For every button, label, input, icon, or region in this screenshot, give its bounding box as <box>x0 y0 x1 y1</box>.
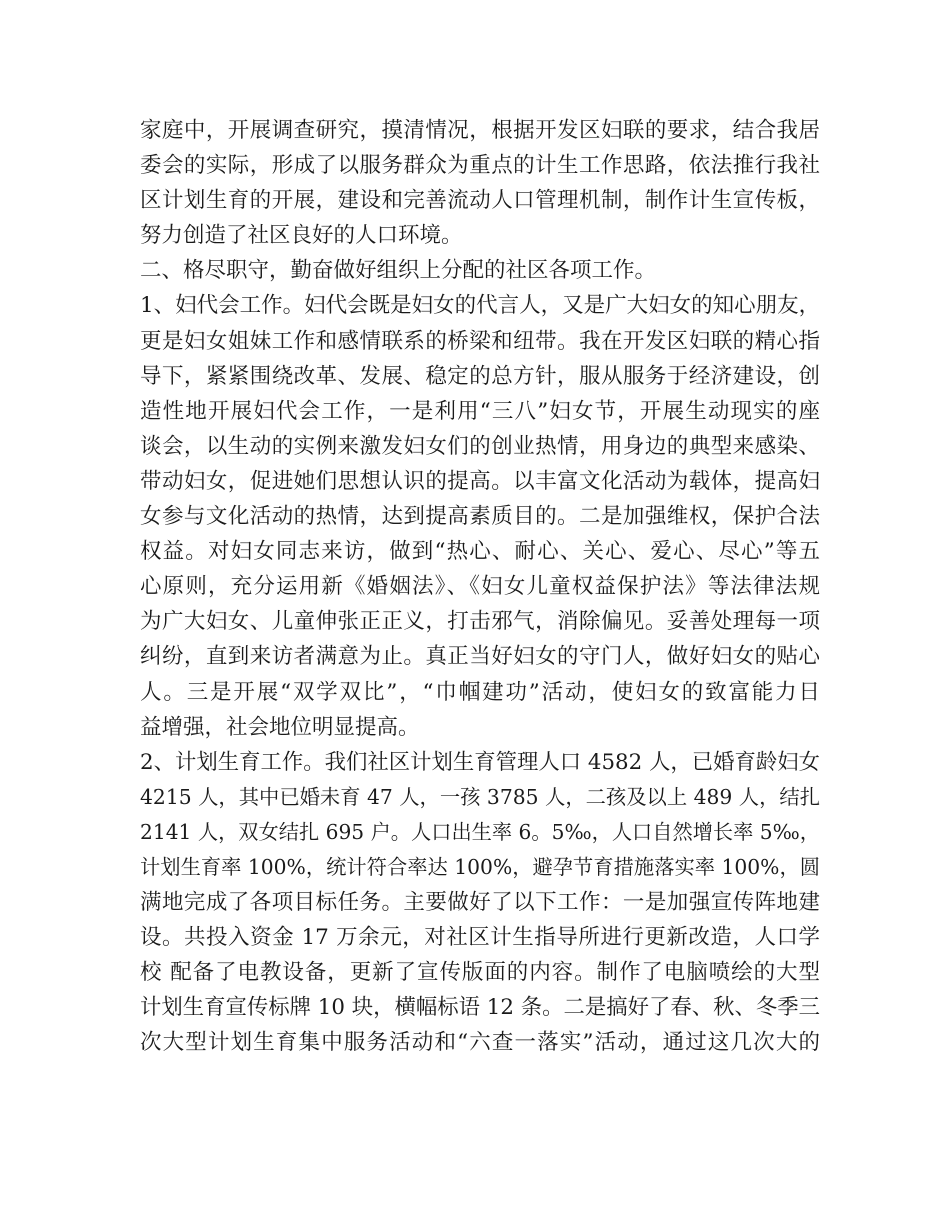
text-line: 益增强，社会地位明显提高。 <box>140 714 420 740</box>
text-line: 4215 人，其中已婚未育 47 人，一孩 3785 人，二孩及以上 489 人，结扎 <box>140 784 820 809</box>
text-line: 区计划生育的开展，建设和完善流动人口管理机制，制作计生宣传板， <box>140 188 820 214</box>
text-line: 满地完成了各项目标任务。主要做好了以下工作：一是加强宣传阵地建 <box>140 890 820 916</box>
text-line: 带动妇女，促进她们思想认识的提高。以丰富文化活动为载体，提高妇 <box>140 468 820 494</box>
text-line: 家庭中，开展调查研究，摸清情况，根据开发区妇联的要求，结合我居 <box>140 118 820 143</box>
text-line: 1、妇代会工作。妇代会既是妇女的代言人，又是广大妇女的知心朋友， <box>140 293 821 319</box>
text-line: 人。三是开展“双学双比”，“巾帼建功”活动，使妇女的致富能力日 <box>140 679 820 705</box>
text-line: 委会的实际，形成了以服务群众为重点的计生工作思路，依法推行我社 <box>140 153 820 179</box>
text-line: 女参与文化活动的热情，达到提高素质目的。二是加强维权，保护合法 <box>140 504 820 530</box>
text-line: 2、计划生育工作。我们社区计划生育管理人口 4582 人，已婚育龄妇女 <box>140 749 820 775</box>
text-line: 二、格尽职守，勤奋做好组织上分配的社区各项工作。 <box>140 258 657 284</box>
text-line: 谈会，以生动的实例来激发妇女们的创业热情，用身边的典型来感染、 <box>140 433 820 459</box>
text-line: 权益。对妇女同志来访，做到“热心、耐心、关心、爱心、尽心”等五 <box>140 539 820 565</box>
text-line: 次大型计划生育集中服务活动和“六查一落实”活动，通过这几次大的 <box>140 1030 820 1056</box>
text-line: 为广大妇女、儿童伸张正正义，打击邪气，消除偏见。妥善处理每一项 <box>140 609 820 635</box>
text-line: 造性地开展妇代会工作，一是利用“三八”妇女节，开展生动现实的座 <box>140 398 820 424</box>
text-line: 2141 人，双女结扎 695 户。人口出生率 6。5‰，人口自然增长率 5‰， <box>140 819 820 844</box>
text-line: 计划生育宣传标牌 10 块，横幅标语 12 条。二是搞好了春、秋、冬季三 <box>140 995 820 1021</box>
text-line: 计划生育率 100%，统计符合率达 100%，避孕节育措施落实率 100%，圆 <box>140 854 820 879</box>
text-line: 更是妇女姐妹工作和感情联系的桥梁和纽带。我在开发区妇联的精心指 <box>140 328 820 354</box>
text-line: 校 配备了电教设备，更新了宣传版面的内容。制作了电脑喷绘的大型 <box>140 960 820 986</box>
text-line: 设。共投入资金 17 万余元，对社区计生指导所进行更新改造，人口学 <box>140 925 820 951</box>
text-line: 纠纷，直到来访者满意为止。真正当好妇女的守门人，做好妇女的贴心 <box>140 644 820 670</box>
text-line: 心原则，充分运用新《婚姻法》、《妇女儿童权益保护法》等法律法规 <box>140 574 820 600</box>
body-text <box>140 113 820 1061</box>
text-line: 导下，紧紧围绕改革、发展、稳定的总方针，服从服务于经济建设，创 <box>140 363 820 389</box>
text-line: 努力创造了社区良好的人口环境。 <box>140 223 463 249</box>
